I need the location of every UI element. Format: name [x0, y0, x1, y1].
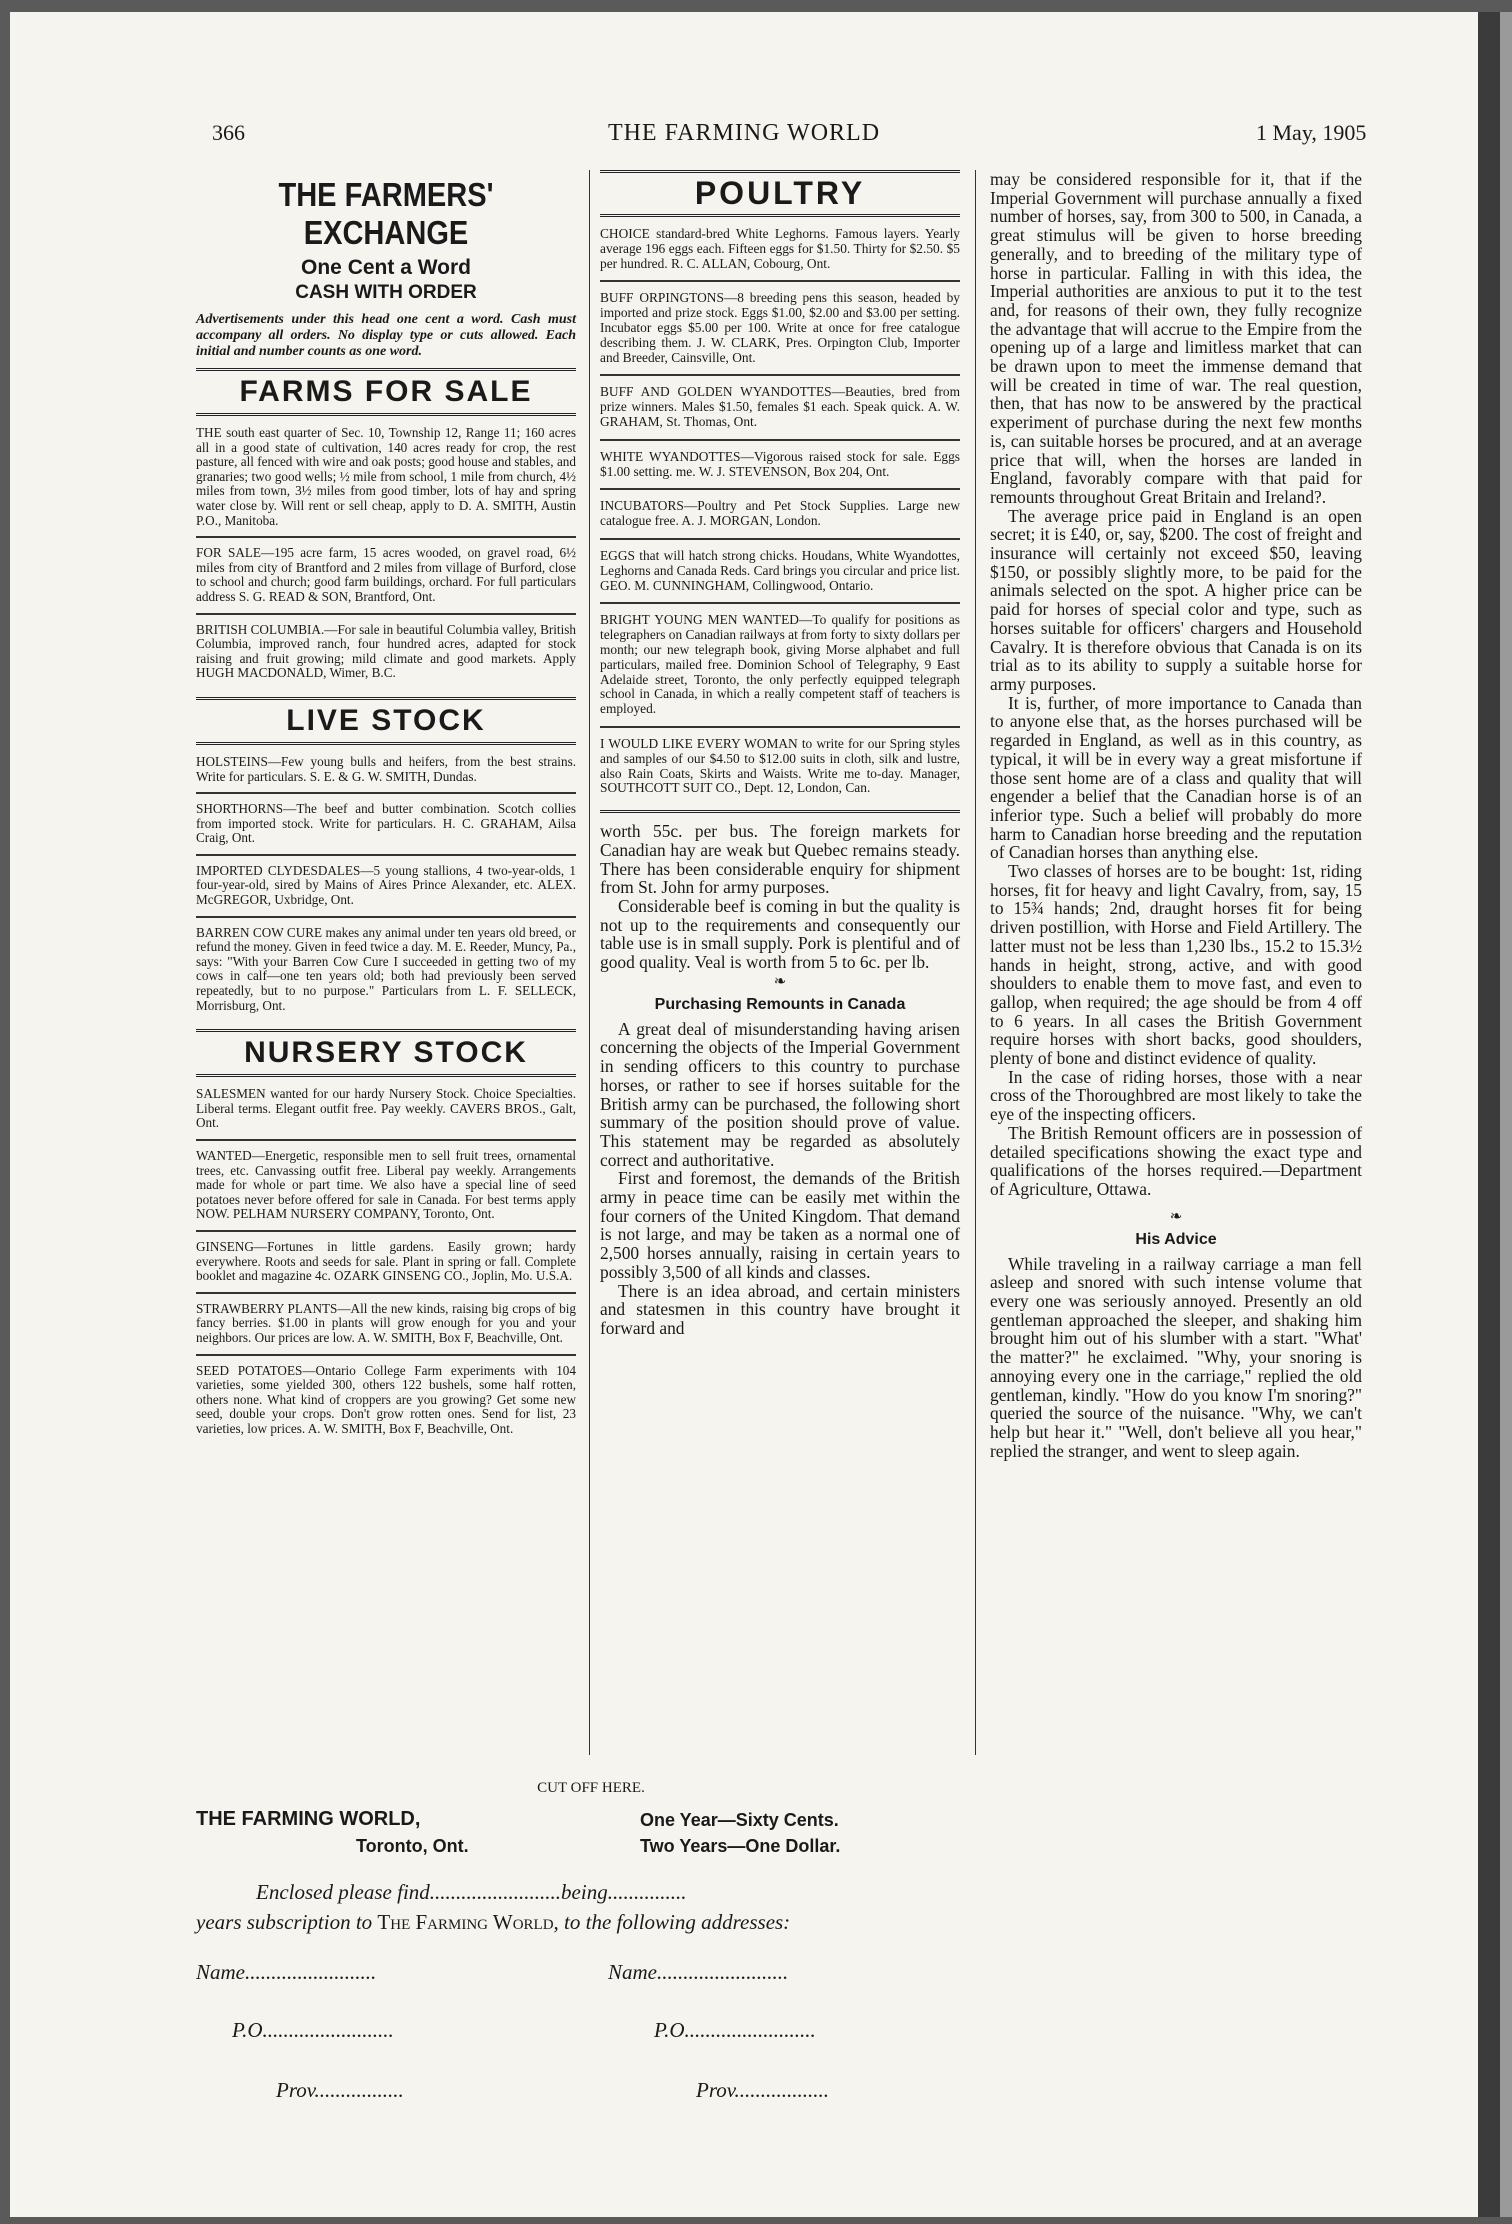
article-paragraph: may be considered responsible for it, that if the Imperial Government will purchase annually a fixed number of horses, say, from 300 to 500, in Canada, a great stimulus will be given to horse breeding generally, and to breeding of the military type of horse in particular. Falling in with this idea, the Imperial authorities are anxious to put it to the test and, for reasons of their own, they fully recognize the advantage that will accrue to the Empire from the opening up of a large and limitless market that can be drawn upon to meet the immense demand that will be created in time of war. The real question, then, that has now to be answered by the practical experiment of purchase during the next few months is, can suitable horses be procured, and at an average price that will, when the horses are landed in England, favorably compare with that paid for remounts throughout Great Britain and Ireland?. [990, 169, 1362, 507]
rate-one-year: One Year—Sixty Cents. [640, 1810, 839, 1830]
page-number: 366 [212, 120, 245, 145]
subscription-text: years subscription to [196, 1910, 373, 1934]
classified-ad: STRAWBERRY PLANTS—All the new kinds, raising big crops of big fancy berries. $1.00 in plants will grow enough for you and your neighbors. Our prices are low. A. W. SMITH, Box F, Beachville, Ont. [196, 1302, 576, 1356]
article-paragraph: Two classes of horses are to be bought: 1st, riding horses, fit for heavy and light Cavalry, from, say, 15 to 15¾ hands; 2nd, draught horses fit for being driven postillion, with Horse and Field Artillery. The latter must not be less than 1,230 lbs., 15.2 to 15.3½ hands in height, strong, active, and with good shoulders to enable them to move fast, and even to gallop, when required; the age should be from 4 off to 6 years. In all cases the British Government require horses with short backs, good shoulders, plenty of bone and distinct evidence of quality. [990, 861, 1362, 1069]
column-rule-2 [975, 170, 976, 1755]
po-field-left[interactable]: P.O......................... [232, 2018, 394, 2042]
classified-ad: FOR SALE—195 acre farm, 15 acres wooded, on gravel road, 6½ miles from city of Brantford and 2 miles from village of Burford, close to school and church; good farm buildings, orchard. For full particulars address S. G. READ & SON, Brantford, Ont. [196, 546, 576, 614]
classified-ad: WANTED—Energetic, responsible men to sell fruit trees, ornamental trees, etc. Canvassing outfit free. Liberal pay weekly. Arrangements made for whole or part time. We also have a special line of seed potatoes never before offered for sale in Canada. For best terms apply NOW. PELHAM NURSERY COMPANY, Toronto, Ont. [196, 1149, 576, 1232]
exchange-note: Advertisements under this head one cent a word. Cash must accompany all orders. No display type or cuts allowed. Each initial and number counts as one word. [196, 312, 576, 359]
poultry-heading: POULTRY [600, 170, 960, 217]
article-paragraph: A great deal of misunderstanding having arisen concerning the objects of the Imperial Government in sending officers to this country to purchase horses, or rather to see if horses suitable for the British army can be purchased, the following short summary of the position should prove of value. This statement may be regarded as absolutely correct and authoritative. [600, 1018, 960, 1170]
publisher-name: THE FARMING WORLD, [196, 1808, 421, 1830]
issue-date: 1 May, 1905 [1256, 120, 1367, 145]
article-paragraph: First and foremost, the demands of the British army in peace time can be easily met within the four corners of the United Kingdom. That demand is not large, and may be taken as a normal one of 2,500 horses annually, raising in certain years to possibly 3,500 of all kinds and classes. [600, 1168, 960, 1282]
article-paragraph: Considerable beef is coming in but the quality is not up to the requirements and consequently our table use is in small supply. Pork is plentiful and of good quality. Veal is worth from 5 to 6c. per lb. [600, 895, 960, 973]
classified-ad: BUFF AND GOLDEN WYANDOTTES—Beauties, bred from prize winners. Males $1.50, females $1 each. Speak quick. A. W. GRAHAM, St. Thomas, Ont. [600, 385, 960, 440]
exchange-subtitle: One Cent a Word [301, 256, 471, 279]
classified-ad: SALESMEN wanted for our hardy Nursery Stock. Choice Specialties. Liberal terms. Elegant outfit free. Pay weekly. CAVERS BROS., Galt, Ont. [196, 1087, 576, 1141]
exchange-title: THE FARMERS' EXCHANGE [278, 176, 494, 251]
subscription-coupon [196, 1780, 986, 2102]
ornament-icon: ❧ [773, 973, 787, 990]
page-edge [1500, 12, 1512, 2217]
livestock-heading: LIVE STOCK [196, 697, 576, 745]
prov-field-left[interactable]: Prov................. [276, 2078, 404, 2102]
running-title: THE FARMING WORLD [607, 120, 881, 146]
publisher-city: Toronto, Ont. [356, 1836, 469, 1856]
enclosed-line[interactable]: Enclosed please find.........................being............... [256, 1880, 687, 1904]
article-paragraph: There is an idea abroad, and certain ministers and statesmen in this country have brought it forward and [600, 1280, 960, 1338]
classified-ad: WHITE WYANDOTTES—Vigorous raised stock for sale. Eggs $1.00 setting. me. W. J. STEVENSON, Box 204, Ont. [600, 450, 960, 491]
classified-ad: BARREN COW CURE makes any animal under ten years old breed, or refund the money. Given in feed twice a day. M. E. Reeder, Muncy, Pa., says: "With your Barren Cow Cure I succeeded in getting two of my cows in calf—one ten years old; both had previously been served repeatedly, but to no purpose." Particulars from L. F. SELLECK, Morrisburg, Ont. [196, 924, 576, 1013]
middle-column [600, 170, 960, 1338]
classified-ad: IMPORTED CLYDESDALES—5 young stallions, 4 two-year-olds, 1 four-year-old, sired by Mains of Aires Prince Alexander, etc. ALEX. McGREGOR, Uxbridge, Ont. [196, 864, 576, 918]
cut-off-label: CUT OFF HERE. [537, 1780, 645, 1796]
classified-ad: BRITISH COLUMBIA.—For sale in beautiful Columbia valley, British Columbia, improved ranch, four hundred acres, adapted for stock raising and fruit growing; mild climate and good markets. Apply HUGH MACDONALD, Wimer, B.C. [196, 621, 576, 681]
classified-ad: BUFF ORPINGTONS—8 breeding pens this season, headed by imported and prize stock. Eggs $1.00, $2.00 and $3.00 per setting. Incubator eggs $5.00 per 100. Write at once for free catalogue describing them. J. W. CLARK, Pres. Orpington Club, Importer and Breeder, Cainsville, Ont. [600, 291, 960, 376]
classifieds-column [196, 170, 576, 1453]
classified-ad: CHOICE standard-bred White Leghorns. Famous layers. Yearly average 196 eggs each. Fifteen eggs for $1.50. Thirty for $2.50. $5 per hundred. R. C. ALLAN, Cobourg, Ont. [600, 227, 960, 282]
name-field-right[interactable]: Name......................... [608, 1960, 789, 1984]
article-paragraph: worth 55c. per bus. The foreign markets for Canadian hay are weak but Quebec remains steady. There has been considerable enquiry for shipment from St. John for army purposes. [600, 821, 960, 898]
article-heading: Purchasing Remounts in Canada [654, 995, 906, 1013]
article-paragraph: It is, further, of more importance to Canada than to anyone else that, as the horses purchased will be regarded in England, as well as in this country, as typical, it will be in every way a great misfortune if those sent home are of a class and quality that will engender a belief that the Canadian horse is of an inferior type. Such a belief will probably do more harm to Canadian horse breeding and the reputation of Canadian horses than anything else. [990, 692, 1362, 863]
article-paragraph: In the case of riding horses, those with a near cross of the Thoroughbred are most likely to take the eye of the inspecting officers. [990, 1066, 1362, 1125]
farms-heading: FARMS FOR SALE [196, 368, 576, 416]
column-rule-1 [589, 170, 590, 1755]
article-paragraph: The British Remount officers are in possession of detailed specifications showing the exact type and qualifications of the horses required.—Department of Agriculture, Ottawa. [990, 1122, 1362, 1199]
classified-ad: THE south east quarter of Sec. 10, Township 12, Range 11; 160 acres all in a good state of cultivation, 140 acres ready for crop, the rest pasture, all fenced with wire and oak posts; good house and stables, and granaries; two good wells; ½ mile from school, 1 mile from church, 4½ miles from town, 3½ miles from good timber, lots of hay and spring water close by. Will rent or sell cheap, apply to D. A. SMITH, Austin P.O., Manitoba. [196, 426, 576, 538]
classified-ad: EGGS that will hatch strong chicks. Houdans, White Wyandottes, Leghorns and Canada Reds. Card brings you circular and price list. GEO. M. CUNNINGHAM, Collingwood, Ontario. [600, 549, 960, 604]
nursery-heading: NURSERY STOCK [196, 1029, 576, 1077]
classified-ad: BRIGHT YOUNG MEN WANTED—To qualify for positions as telegraphers on Canadian railways at from forty to sixty dollars per month; our new telegraph book, giving Morse alphabet and full particulars, mailed free. Dominion School of Telegraphy, 9 East Adelaide street, Toronto, the only perfectly equipped telegraph school in Canada, in which a really competent staff of teachers is employed. [600, 613, 960, 728]
exchange-terms: CASH WITH ORDER [295, 282, 477, 303]
po-field-right[interactable]: P.O......................... [654, 2018, 816, 2042]
subscription-line [196, 1910, 790, 1935]
addresses-text: to the following addresses: [564, 1910, 791, 1934]
article-paragraph: While traveling in a railway carriage a man fell asleep and snored with such intense volume that every one was seriously annoyed. Presently an old gentleman approached the sleeper, and shaking him brought him out of his slumber with a start. "What' the matter?" he exclaimed. "Why, your snoring is annoying every one in the carriage," replied the old gentleman, kindly. "How do you know I'm snoring?" queried the source of the nuisance. "Why, we can't help but hear it." "Well, don't believe all you hear," replied the stranger, and went to sleep again. [990, 1253, 1362, 1461]
classified-ad: HOLSTEINS—Few young bulls and heifers, from the best strains. Write for particulars. S. E. & G. W. SMITH, Dundas. [196, 755, 576, 794]
article-paragraph: The average price paid in England is an open secret; it is £40, or, say, $200. The cost of freight and insurance will certainly not exceed $50, leaving $150, or possibly slightly more, to be paid for the animals selected on the spot. A higher price can be paid for horses of special color and type, such as horses suitable for officers' chargers and Household Cavalry. It is therefore obvious that Canada is on its trial as to its ability to supply a suitable horse for army purposes. [990, 505, 1362, 694]
rate-two-years: Two Years—One Dollar. [640, 1836, 841, 1856]
classified-ad: GINSENG—Fortunes in little gardens. Easily grown; hardy everywhere. Roots and seeds for sale. Plant in spring or fall. Complete booklet and magazine 4c. OZARK GINSENG CO., Joplin, Mo. U.S.A. [196, 1240, 576, 1294]
classified-ad: I WOULD LIKE EVERY WOMAN to write for our Spring styles and samples of our $4.50 to $12.00 suits in cloth, silk and lustre, also Rain Coats, Skirts and Waists. Write me to-day. Manager, SOUTHCOTT SUIT CO., Dept. 12, London, Can. [600, 737, 960, 813]
classified-ad: INCUBATORS—Poultry and Pet Stock Supplies. Large new catalogue free. A. J. MORGAN, London. [600, 499, 960, 540]
classified-ad: SHORTHORNS—The beef and butter combination. Scotch collies from imported stock. Write for particulars. H. C. GRAHAM, Ailsa Craig, Ont. [196, 802, 576, 856]
ornament-icon: ❧ [1169, 1208, 1183, 1225]
prov-field-right[interactable]: Prov.................. [696, 2078, 829, 2102]
name-field-left[interactable]: Name......................... [196, 1960, 377, 1984]
classified-ad: SEED POTATOES—Ontario College Farm experiments with 104 varieties, some yielded 300, others 122 bushels, some half rotten, others none. What kind of croppers are you growing? Get some new seed, double your crops. Don't grow rotten ones. Send for list, 23 varieties, low prices. A. W. SMITH, Box F, Beachville, Ont. [196, 1362, 576, 1436]
article-heading: His Advice [1135, 1230, 1217, 1248]
publication-name: The Farming World, [377, 1910, 559, 1934]
right-column [990, 170, 1362, 1460]
